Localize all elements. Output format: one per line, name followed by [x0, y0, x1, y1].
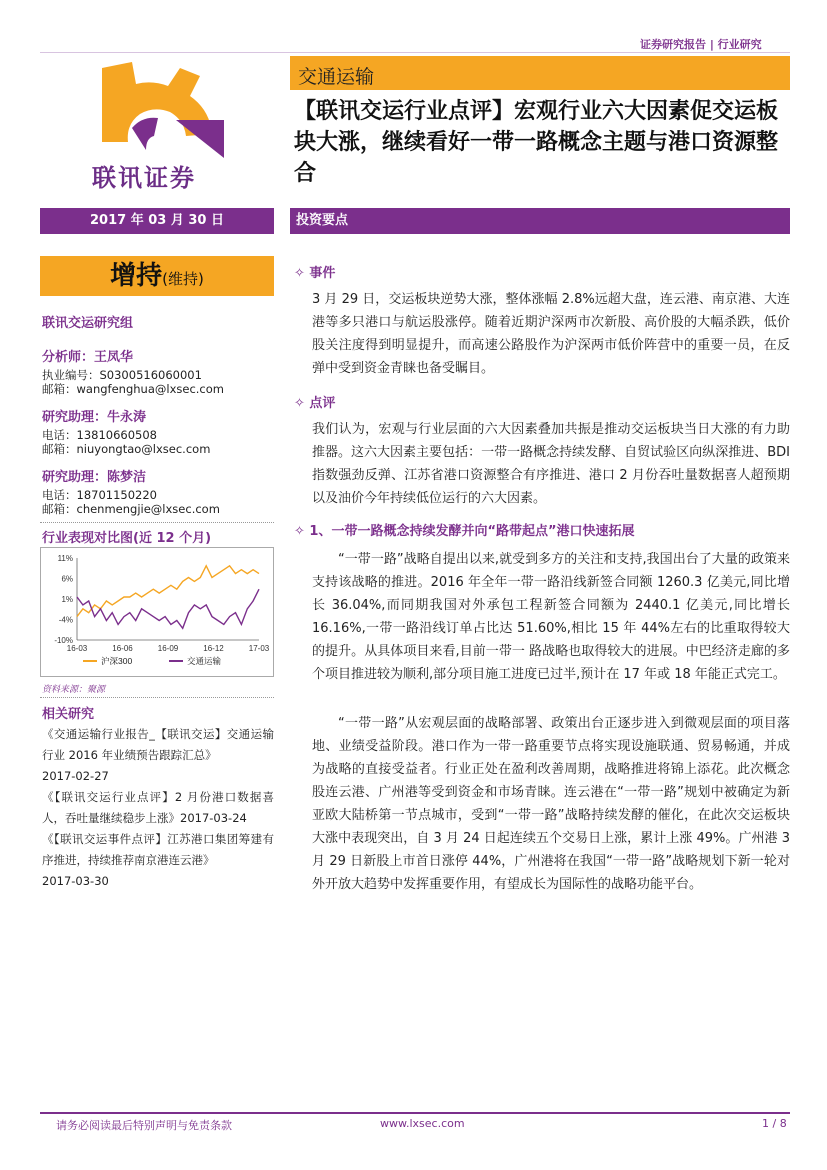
y-tick-label: 6% — [61, 574, 73, 584]
series-line-hs300 — [77, 566, 259, 617]
analyst-block-3 — [42, 466, 274, 516]
analyst-email: 邮箱：chenmengjie@lxsec.com — [42, 502, 220, 516]
analyst-role: 研究助理：陈梦洁 — [42, 470, 147, 485]
y-tick-label: -10% — [54, 636, 73, 645]
y-tick-label: 11% — [57, 554, 73, 563]
industry-banner — [290, 56, 790, 90]
x-tick-label: 16-09 — [157, 644, 179, 653]
analyst-line: 电话：18701150220 — [42, 488, 157, 502]
x-tick-label: 17-03 — [248, 644, 270, 653]
analyst-block-2 — [42, 406, 274, 456]
chart-title: 行业表现对比图(近 12 个月) — [42, 531, 212, 546]
chart-source: 资料来源：聚源 — [42, 685, 106, 695]
company-logo-text: 联讯证券 — [92, 163, 196, 192]
legend-label: 沪深300 — [101, 656, 133, 666]
rating-sub: (维持) — [162, 270, 204, 288]
related-item-date: 2017-02-27 — [42, 769, 109, 783]
related-item-title[interactable]: 《【联讯交运事件点评】江苏港口集团筹建有序推进，持续推荐南京港连云港》 — [42, 832, 274, 867]
analyst-role: 研究助理：牛永涛 — [42, 410, 147, 425]
divider — [40, 522, 274, 523]
section-paragraph: “一带一路”战略自提出以来,就受到多方的关注和支持,我国出台了大量的政策来支持该战略的推进。2016 年全年一带一路沿线新签合同额 1260.3 亿美元,同比增长 36.04%,而同期我国对外承包工程新签合同额为 2440.1 亿美元,同比增长 16.16%,一带一路沿线订单占比达 51.60%,相比 15 年 44%左右的比重取得较大的提升。从具体项目来看,目前一带一 路战略也取得较大的进展。中巴经济走廊的多个项目推进较为顺利,部分项目施工进度已过半,预计在 17 年或 18 年能正式完工。 — [312, 552, 790, 682]
y-tick-label: -4% — [58, 615, 73, 625]
rating-badge — [40, 256, 274, 296]
analyst-line: 执业编号：S0300516060001 — [42, 368, 202, 382]
section-paragraph: 我们认为，宏观与行业层面的六大因素叠加共振是推动交运板块当日大涨的有力助推器。这六大因素主要包括：一带一路概念持续发酵、自贸试验区向纵深推进、BDI 指数强劲反弹、江苏省港口资源整合有序推进、港口 2 月份吞吐量数据喜人超预期以及油价今年持续低位运行的六大因素。 — [312, 422, 790, 506]
footer-divider — [40, 1112, 790, 1114]
related-item-date: 2017-03-30 — [42, 874, 109, 888]
section-heading-comment: ✧ 点评 — [294, 396, 336, 411]
analyst-block-1 — [42, 346, 274, 396]
x-tick-label: 16-12 — [203, 644, 224, 653]
divider — [40, 697, 274, 698]
section-heading-event: ✧ 事件 — [294, 266, 336, 281]
related-item-title[interactable]: 《【联讯交运行业点评】2 月份港口数据喜人，吞吐量继续稳步上涨》2017-03-24 — [42, 790, 274, 825]
rating-main: 增持 — [110, 261, 163, 291]
related-item-title[interactable]: 《交通运输行业报告_【联讯交运】交通运输行业 2016 年业绩预告跟踪汇总》 — [42, 727, 274, 762]
y-tick-label: 1% — [61, 595, 73, 604]
section-heading-belt-road: ✧ 1、一带一路概念持续发酵并向“路带起点”港口快速拓展 — [294, 524, 635, 539]
footer-page-number: 1 / 8 — [762, 1117, 787, 1130]
series-line-transport — [77, 589, 259, 628]
industry-name: 交通运输 — [298, 66, 375, 88]
analyst-email: 邮箱：wangfenghua@lxsec.com — [42, 382, 224, 396]
report-type-label: 证券研究报告 | 行业研究 — [640, 38, 762, 51]
header-divider — [40, 52, 790, 53]
analyst-line: 电话：13810660508 — [42, 428, 157, 442]
team-name: 联讯交运研究组 — [42, 316, 134, 331]
footer-disclaimer[interactable]: 请务必阅读最后特别声明与免责条款 — [56, 1119, 232, 1132]
analyst-email: 邮箱：niuyongtao@lxsec.com — [42, 442, 211, 456]
report-date: 2017 年 03 月 30 日 — [40, 208, 274, 234]
x-tick-label: 16-06 — [112, 644, 133, 653]
footer-url[interactable]: www.lxsec.com — [380, 1117, 465, 1130]
section-paragraph: 3 月 29 日，交运板块逆势大涨，整体涨幅 2.8%远超大盘，连云港、南京港、大连港等多只港口与航运股涨停。随着近期沪深两市次新股、高价股的大幅杀跌，低价股关注度得到明显提升，而高速公路股作为沪深两市低价阵营中的重要一员，在反弹中受到资金青睐也备受瞩目。 — [312, 292, 790, 376]
legend-label: 交通运输 — [187, 656, 222, 666]
x-tick-label: 16-03 — [66, 644, 88, 653]
section-banner: 投资要点 — [290, 208, 790, 234]
chart-svg — [41, 548, 273, 676]
performance-chart — [40, 547, 274, 677]
report-title: 【联讯交运行业点评】宏观行业六大因素促交运板块大涨，继续看好一带一路概念主题与港口资源整合 — [294, 99, 779, 186]
analyst-role: 分析师：王凤华 — [42, 350, 134, 365]
related-heading: 相关研究 — [42, 707, 95, 722]
related-list — [42, 724, 274, 892]
section-paragraph: “一带一路”从宏观层面的战略部署、政策出台正逐步进入到微观层面的项目落地、业绩受益阶段。港口作为一带一路重要节点将实现设施联通、贸易畅通，并成为战略的直接受益者。行业正处在盈利改善周期，战略推进将锦上添花。此次概念股连云港、广州港等受到资金和市场青睐。连云港在“一带一路”规划中被确定为新亚欧大陆桥第一节点城市，受到“一带一路”战略持续发酵的催化，在此次交运板块大涨中表现突出，自 3 月 24 日起连续五个交易日上涨，累计上涨 49%。广州港 3 月 29 日新股上市首日涨停 44%，广州港将在我国“一带一路”战略规划下新一轮对外开放大趋势中发挥重要作用，有望成长为国际性的战略功能平台。 — [312, 716, 790, 892]
